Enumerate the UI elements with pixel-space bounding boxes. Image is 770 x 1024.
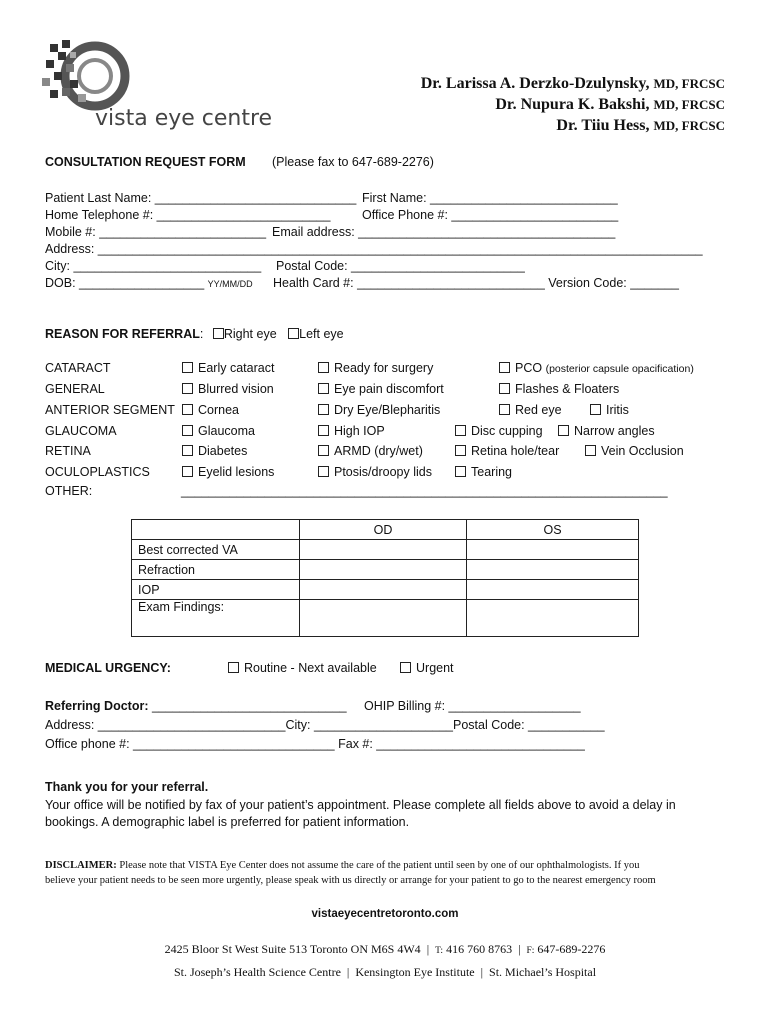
os-cell[interactable]: [467, 560, 639, 580]
footer-hospitals: St. Joseph’s Health Science Centre | Kensington Eye Institute | St. Michael’s Hospital: [173, 965, 597, 979]
od-cell[interactable]: [300, 580, 467, 600]
os-cell[interactable]: [467, 600, 639, 637]
home-telephone-field[interactable]: Home Telephone #: _________________________: [45, 208, 331, 222]
category-retina: RETINA: [45, 444, 91, 458]
option-retina-hole[interactable]: Retina hole/tear: [455, 444, 559, 458]
table-header-row: [132, 520, 639, 540]
category-oculoplastics: OCULOPLASTICS: [45, 465, 150, 479]
city-field[interactable]: City: ___________________________: [45, 259, 262, 273]
table-header-od: OD: [300, 520, 467, 540]
table-row: Best corrected VA: [132, 540, 639, 560]
medical-urgency-label: MEDICAL URGENCY:: [45, 661, 171, 675]
option-iritis[interactable]: Iritis: [590, 403, 629, 417]
footer-address: 2425 Bloor St West Suite 513 Toronto ON M6S 4W4 | T: 416 760 8763 | F: 647-689-2276: [164, 942, 606, 956]
dob-field[interactable]: DOB: __________________ YY/MM/DD: [45, 276, 253, 290]
doctor-name-3: Dr. Tiiu Hess, MD, FRCSC: [556, 117, 725, 134]
fax-note: (Please fax to 647-689-2276): [272, 155, 434, 169]
referring-phone-field[interactable]: Office phone #: _____________________________ Fax #: ______________________________: [45, 737, 585, 751]
option-ptosis[interactable]: Ptosis/droopy lids: [318, 465, 432, 479]
va-table: [131, 519, 639, 637]
option-diabetes[interactable]: Diabetes: [182, 444, 247, 458]
option-pco[interactable]: PCO (posterior capsule opacification): [499, 361, 694, 375]
od-cell[interactable]: [300, 540, 467, 560]
thanks-line-1: Your office will be notified by fax of your patient’s appointment. Please complete all fields above to avoid a delay in: [45, 798, 676, 812]
option-ready-surgery[interactable]: Ready for surgery: [318, 361, 433, 375]
ohip-billing-field[interactable]: OHIP Billing #: ___________________: [364, 699, 581, 713]
disclaimer-line-1: DISCLAIMER: Please note that VISTA Eye Center does not assume the care of the patient until seen by one of our ophthalmologists. If you: [45, 860, 640, 871]
doctor-name-1: Dr. Larissa A. Derzko-Dzulynsky, MD, FRCSC: [420, 75, 725, 92]
option-cornea[interactable]: Cornea: [182, 403, 239, 417]
table-header-os: OS: [467, 520, 639, 540]
patient-address-field[interactable]: Address: _______________________________________________________________________________________: [45, 242, 703, 256]
option-vein-occlusion[interactable]: Vein Occlusion: [585, 444, 684, 458]
left-eye-checkbox[interactable]: [288, 328, 299, 339]
email-field[interactable]: Email address: _____________________________________: [272, 225, 616, 239]
table-header-blank: [132, 520, 300, 540]
option-eyelid-lesions[interactable]: Eyelid lesions: [182, 465, 274, 479]
table-row: Refraction: [132, 560, 639, 580]
disclaimer-line-2: believe your patient needs to be seen more urgently, please speak with us directly or arrange for your patient to go to the nearest emergency room: [45, 875, 656, 886]
reason-for-referral: REASON FOR REFERRAL: Right eye Left eye: [45, 327, 344, 341]
logo-text: vista eye centre: [95, 106, 273, 131]
category-anterior-segment: ANTERIOR SEGMENT: [45, 403, 175, 417]
category-cataract: CATARACT: [45, 361, 111, 375]
patient-first-name-field[interactable]: First Name: ___________________________: [362, 191, 618, 205]
os-cell[interactable]: [467, 540, 639, 560]
option-flashes[interactable]: Flashes & Floaters: [499, 382, 619, 396]
option-dry-eye[interactable]: Dry Eye/Blepharitis: [318, 403, 440, 417]
postal-code-field[interactable]: Postal Code: _________________________: [276, 259, 525, 273]
website-link[interactable]: vistaeyecentretoronto.com: [311, 908, 459, 920]
option-urgent[interactable]: Urgent: [400, 661, 454, 675]
option-glaucoma[interactable]: Glaucoma: [182, 424, 255, 438]
option-tearing[interactable]: Tearing: [455, 465, 512, 479]
option-routine[interactable]: Routine - Next available: [228, 661, 377, 675]
health-card-field[interactable]: Health Card #: ___________________________ Version Code: _______: [273, 276, 679, 290]
option-blurred-vision[interactable]: Blurred vision: [182, 382, 274, 396]
mobile-field[interactable]: Mobile #: ________________________: [45, 225, 267, 239]
category-general: GENERAL: [45, 382, 105, 396]
referring-address-field[interactable]: Address: ___________________________City: ____________________Postal Code: ___________: [45, 718, 605, 732]
form-title: CONSULTATION REQUEST FORM: [45, 155, 246, 169]
logo: [40, 38, 280, 138]
office-phone-field[interactable]: Office Phone #: ________________________: [362, 208, 619, 222]
right-eye-checkbox[interactable]: [213, 328, 224, 339]
option-red-eye[interactable]: Red eye: [499, 403, 562, 417]
option-early-cataract[interactable]: Early cataract: [182, 361, 274, 375]
referring-doctor-field[interactable]: Referring Doctor: ____________________________: [45, 699, 347, 713]
option-armd[interactable]: ARMD (dry/wet): [318, 444, 423, 458]
other-field[interactable]: ______________________________________________________________________: [181, 484, 668, 498]
od-cell[interactable]: [300, 560, 467, 580]
category-glaucoma: GLAUCOMA: [45, 424, 117, 438]
category-other: OTHER:: [45, 484, 93, 498]
option-narrow-angles[interactable]: Narrow angles: [558, 424, 655, 438]
table-row: Exam Findings:: [132, 600, 639, 637]
patient-last-name-field[interactable]: Patient Last Name: _____________________________: [45, 191, 357, 205]
thanks-line-2: bookings. A demographic label is preferred for patient information.: [45, 815, 410, 829]
option-disc-cupping[interactable]: Disc cupping: [455, 424, 543, 438]
option-eye-pain[interactable]: Eye pain discomfort: [318, 382, 444, 396]
thanks-title: Thank you for your referral.: [45, 780, 209, 794]
od-cell[interactable]: [300, 600, 467, 637]
doctor-name-2: Dr. Nupura K. Bakshi, MD, FRCSC: [495, 96, 725, 113]
table-row: IOP: [132, 580, 639, 600]
option-high-iop[interactable]: High IOP: [318, 424, 385, 438]
os-cell[interactable]: [467, 580, 639, 600]
